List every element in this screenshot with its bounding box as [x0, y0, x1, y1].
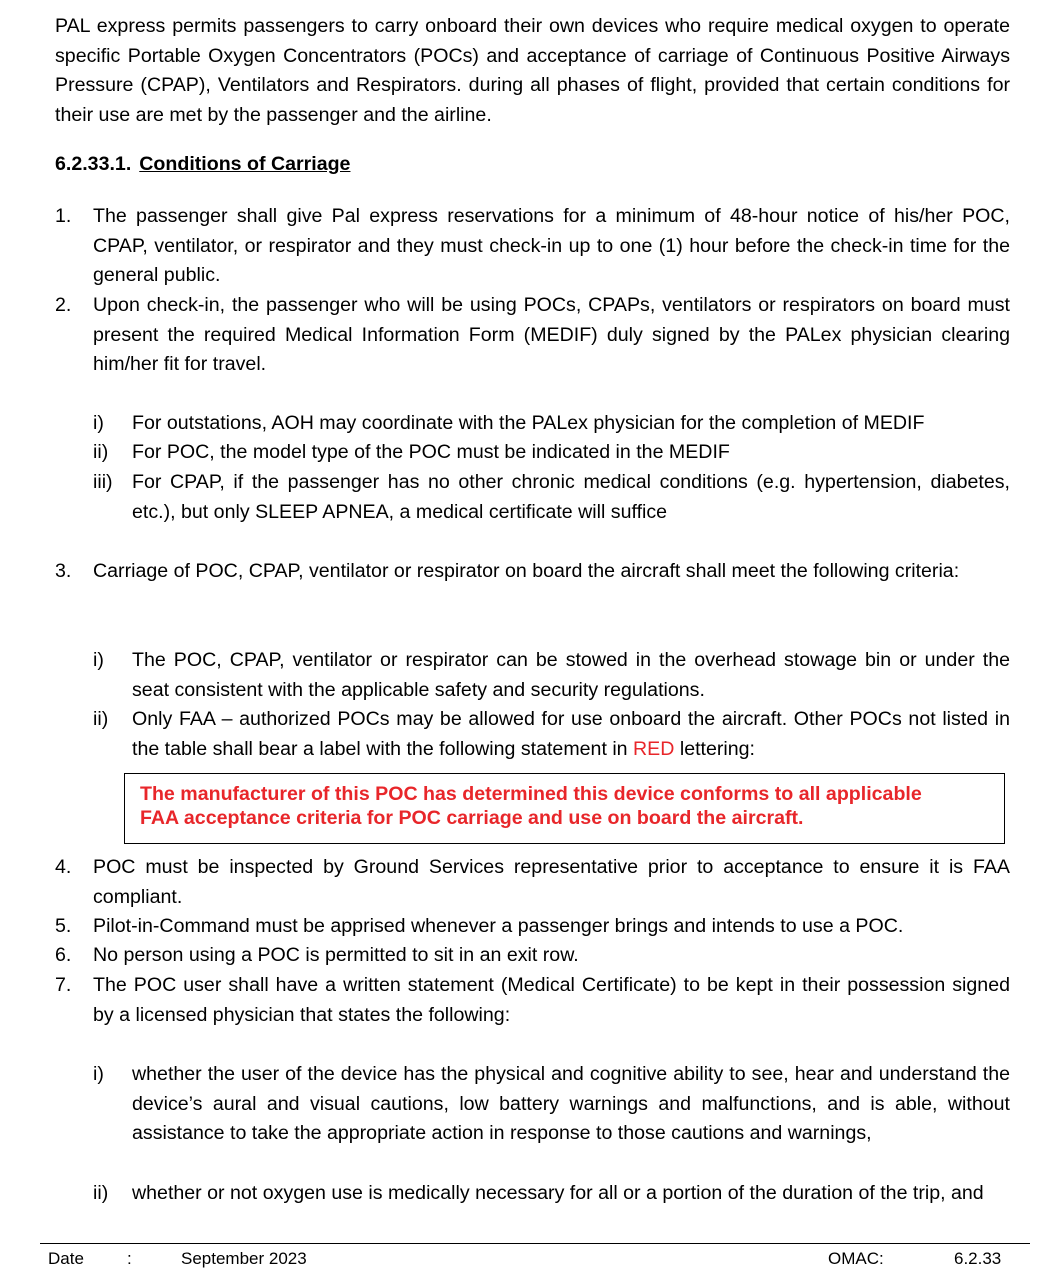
intro-paragraph: PAL express permits passengers to carry onboard their own devices who require medical oxygen to operate specific Portable Oxygen Concentrators (POCs) and acceptance of carriage of Continuous Positive Airways Pressure (CPAP), Ventilators and Respirators. during all phases of flight, provided that certain conditions for their use are met by the passenger and the airline.: [55, 15, 1010, 126]
sub-text-before: Only FAA – authorized POCs may be allowed for use onboard the aircraft. Other POCs not listed in the table shall bear a label with the following statement in: [132, 708, 1010, 760]
list-text: Pilot-in-Command must be apprised whenever a passenger brings and intends to use a POC.: [93, 915, 904, 937]
red-label-notice-box: [124, 773, 1005, 844]
sub-item-7-ii: [93, 1179, 1010, 1209]
list-text: The passenger shall give Pal express reservations for a minimum of 48-hour notice of his/her POC, CPAP, ventilator, or respirator and they must check-in up to one (1) hour before the check-in time for the general public.: [93, 205, 1010, 287]
red-word: RED: [633, 737, 675, 760]
list-text: POC must be inspected by Ground Services representative prior to acceptance to ensure it is FAA compliant.: [93, 856, 1010, 908]
list-item-4: [55, 853, 1010, 912]
list-number: 7.: [55, 974, 72, 996]
sub-item-7-i: [93, 1060, 1010, 1149]
list-item-7: [55, 971, 1010, 1030]
sub-text: The POC, CPAP, ventilator or respirator can be stowed in the overhead stowage bin or under the seat consistent with the applicable safety and security regulations.: [132, 649, 1010, 701]
sub-number: ii): [93, 708, 109, 730]
sub-text-after: lettering:: [674, 737, 756, 760]
list-number: 6.: [55, 944, 72, 966]
notice-line-1: The manufacturer of this POC has determined this device conforms to all applicable: [140, 783, 922, 805]
list-number: 2.: [55, 294, 72, 316]
sub-number: i): [93, 649, 104, 671]
sub-item-3-ii: [93, 705, 1010, 764]
list-item-6: [55, 941, 1010, 971]
footer-page-ref: 6.2.33: [954, 1249, 1002, 1268]
list-number: 4.: [55, 856, 72, 878]
footer-date-label: Date: [48, 1249, 84, 1268]
notice-line-2: FAA acceptance criteria for POC carriage and use on board the aircraft.: [140, 807, 804, 829]
sub-text: whether or not oxygen use is medically necessary for all or a portion of the duration of the trip, and: [132, 1182, 984, 1204]
sub-text: For outstations, AOH may coordinate with the PALex physician for the completion of MEDIF: [132, 412, 925, 434]
list-item-2: [55, 291, 1010, 380]
footer-date-value: September 2023: [181, 1249, 307, 1268]
sub-text: For CPAP, if the passenger has no other chronic medical conditions (e.g. hypertension, diabetes, etc.), but only SLEEP APNEA, a medical certificate will suffice: [132, 471, 1010, 523]
list-number: 3.: [55, 560, 72, 582]
sub-text: [132, 705, 1010, 764]
sub-number: ii): [93, 441, 109, 463]
sub-text: For POC, the model type of the POC must be indicated in the MEDIF: [132, 441, 730, 463]
list-number: 1.: [55, 205, 72, 227]
sub-number: i): [93, 1063, 104, 1085]
sub-number: iii): [93, 471, 113, 493]
footer-colon: :: [127, 1249, 132, 1268]
section-number: 6.2.33.1.: [55, 153, 132, 175]
list-item-5: [55, 912, 1010, 942]
list-number: 5.: [55, 915, 72, 937]
footer-rule: [40, 1243, 1030, 1244]
sub-item-2-iii: [93, 468, 1010, 527]
section-title: Conditions of Carriage: [139, 153, 351, 175]
footer-manual-label: OMAC:: [828, 1249, 884, 1268]
sub-number: ii): [93, 1182, 109, 1204]
list-text: No person using a POC is permitted to sit in an exit row.: [93, 944, 579, 966]
list-text: Upon check-in, the passenger who will be using POCs, CPAPs, ventilators or respirators on board must present the required Medical Information Form (MEDIF) duly signed by the PALex physician clearing him/her fit for travel.: [93, 294, 1010, 376]
sub-item-3-i: [93, 646, 1010, 705]
sub-text: whether the user of the device has the physical and cognitive ability to see, hear and understand the device’s aural and visual cautions, low battery warnings and malfunctions, and is able, without assistance to take the appropriate action in response to those cautions and warnings,: [132, 1063, 1010, 1145]
list-text: The POC user shall have a written statement (Medical Certificate) to be kept in their possession signed by a licensed physician that states the following:: [93, 974, 1010, 1026]
list-item-3: [55, 557, 1010, 587]
sub-item-2-i: [93, 409, 1010, 439]
sub-item-2-ii: [93, 438, 1010, 468]
section-heading: [55, 150, 350, 180]
list-item-1: [55, 202, 1010, 291]
list-text: Carriage of POC, CPAP, ventilator or respirator on board the aircraft shall meet the following criteria:: [93, 560, 960, 582]
sub-number: i): [93, 412, 104, 434]
